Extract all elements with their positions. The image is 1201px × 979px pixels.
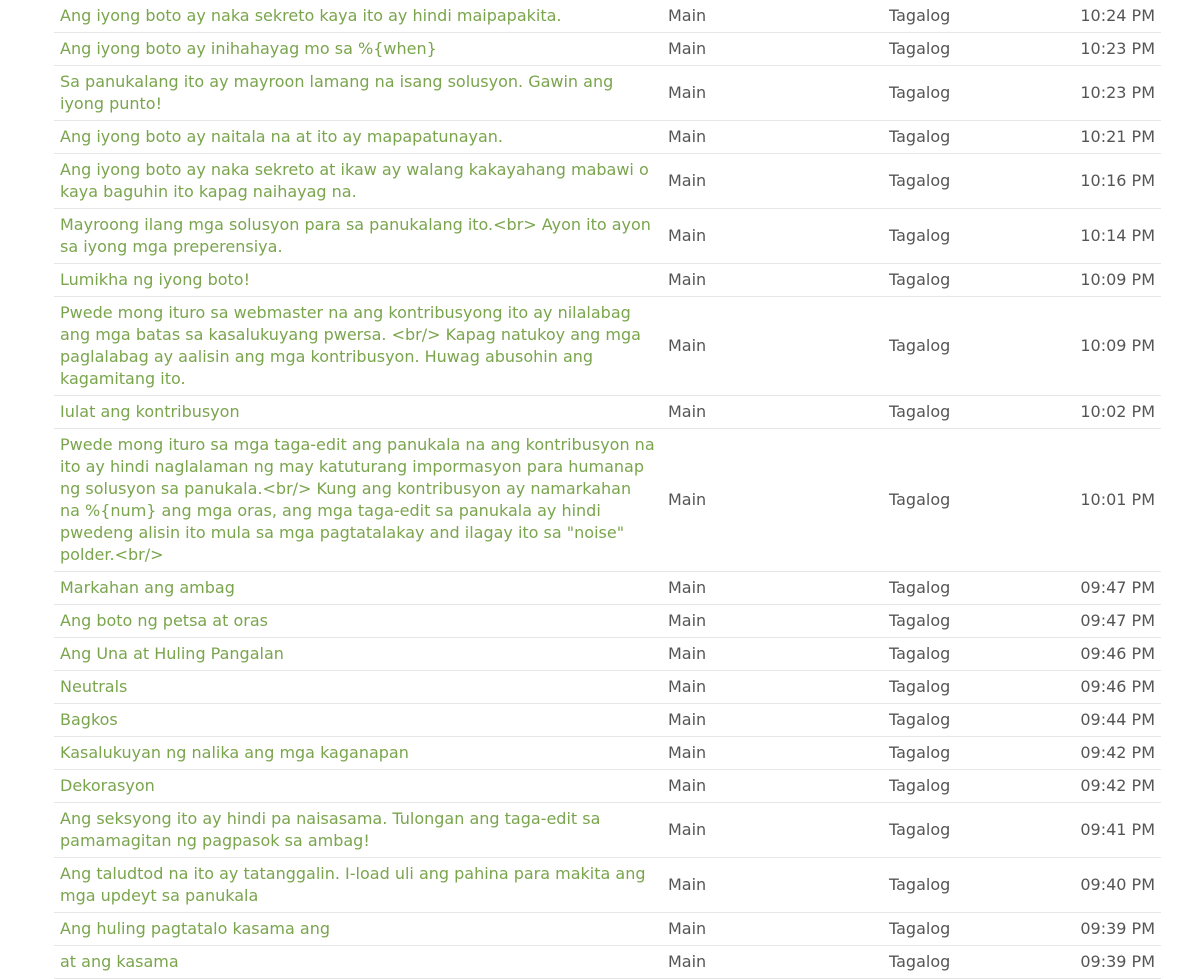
translation-link[interactable]: Ang Una at Huling Pangalan — [60, 644, 284, 663]
project-cell: Main — [662, 429, 883, 572]
language-cell: Tagalog — [883, 638, 1061, 671]
time-cell: 10:24 PM — [1061, 0, 1161, 33]
project-cell: Main — [662, 605, 883, 638]
time-cell: 10:23 PM — [1061, 66, 1161, 121]
translation-text-cell — [54, 209, 662, 264]
time-cell: 10:09 PM — [1061, 297, 1161, 396]
project-cell: Main — [662, 33, 883, 66]
translation-link[interactable]: Ang iyong boto ay inihahayag mo sa %{when} — [60, 39, 437, 58]
translation-text-cell — [54, 803, 662, 858]
language-cell: Tagalog — [883, 737, 1061, 770]
translation-text-cell — [54, 638, 662, 671]
table-row[interactable] — [54, 605, 1161, 638]
translation-link[interactable]: Lumikha ng iyong boto! — [60, 270, 250, 289]
project-cell: Main — [662, 396, 883, 429]
language-cell: Tagalog — [883, 671, 1061, 704]
translation-text-cell — [54, 429, 662, 572]
project-cell: Main — [662, 154, 883, 209]
time-cell: 10:21 PM — [1061, 121, 1161, 154]
time-cell: 10:02 PM — [1061, 396, 1161, 429]
language-cell: Tagalog — [883, 396, 1061, 429]
project-cell: Main — [662, 671, 883, 704]
translation-link[interactable]: Ang iyong boto ay naitala na at ito ay mapapatunayan. — [60, 127, 503, 146]
time-cell: 09:46 PM — [1061, 638, 1161, 671]
language-cell: Tagalog — [883, 209, 1061, 264]
time-cell: 10:23 PM — [1061, 33, 1161, 66]
time-cell: 09:39 PM — [1061, 946, 1161, 979]
translation-text-cell — [54, 121, 662, 154]
translation-text-cell — [54, 946, 662, 979]
language-cell: Tagalog — [883, 858, 1061, 913]
translation-link[interactable]: Ang boto ng petsa at oras — [60, 611, 268, 630]
time-cell: 09:39 PM — [1061, 913, 1161, 946]
translation-text-cell — [54, 297, 662, 396]
language-cell: Tagalog — [883, 297, 1061, 396]
time-cell: 09:47 PM — [1061, 572, 1161, 605]
translation-link[interactable]: Markahan ang ambag — [60, 578, 235, 597]
project-cell: Main — [662, 0, 883, 33]
translation-link[interactable]: Bagkos — [60, 710, 118, 729]
project-cell: Main — [662, 803, 883, 858]
table-row[interactable] — [54, 396, 1161, 429]
project-cell: Main — [662, 209, 883, 264]
translation-link[interactable]: Ang seksyong ito ay hindi pa naisasama. Tulongan ang taga-edit sa pamamagitan ng pagpasok sa ambag! — [60, 809, 601, 850]
table-row[interactable] — [54, 264, 1161, 297]
translation-text-cell — [54, 396, 662, 429]
translation-link[interactable]: Pwede mong ituro sa mga taga-edit ang panukala na ang kontribusyon na ito ay hindi naglalaman ng may katuturang impormasyon para humanap ng solusyon sa panukala.<br/> Kung ang kontribusyon ay namarkahan na %{num} ang mga oras, ang mga taga-edit sa panukala ay hindi pwedeng alisin ito mula sa mga pagtatalakay and ilagay ito sa "noise" polder.<br/> — [60, 435, 655, 564]
language-cell: Tagalog — [883, 605, 1061, 638]
table-row[interactable] — [54, 704, 1161, 737]
table-row[interactable] — [54, 297, 1161, 396]
table-row[interactable] — [54, 770, 1161, 803]
translations-table — [54, 0, 1161, 979]
translation-text-cell — [54, 671, 662, 704]
table-row[interactable] — [54, 638, 1161, 671]
time-cell: 10:14 PM — [1061, 209, 1161, 264]
translation-text-cell — [54, 33, 662, 66]
translation-link[interactable]: Iulat ang kontribusyon — [60, 402, 240, 421]
translation-link[interactable]: at ang kasama — [60, 952, 179, 971]
time-cell: 10:09 PM — [1061, 264, 1161, 297]
language-cell: Tagalog — [883, 572, 1061, 605]
project-cell: Main — [662, 737, 883, 770]
translation-link[interactable]: Sa panukalang ito ay mayroon lamang na isang solusyon. Gawin ang iyong punto! — [60, 72, 614, 113]
table-row[interactable] — [54, 671, 1161, 704]
table-row[interactable] — [54, 33, 1161, 66]
project-cell: Main — [662, 913, 883, 946]
translation-text-cell — [54, 858, 662, 913]
table-row[interactable] — [54, 858, 1161, 913]
language-cell: Tagalog — [883, 704, 1061, 737]
translation-link[interactable]: Ang iyong boto ay naka sekreto kaya ito ay hindi maipapakita. — [60, 6, 562, 25]
project-cell: Main — [662, 66, 883, 121]
time-cell: 09:41 PM — [1061, 803, 1161, 858]
project-cell: Main — [662, 770, 883, 803]
language-cell: Tagalog — [883, 770, 1061, 803]
table-row[interactable] — [54, 66, 1161, 121]
language-cell: Tagalog — [883, 913, 1061, 946]
project-cell: Main — [662, 858, 883, 913]
language-cell: Tagalog — [883, 33, 1061, 66]
language-cell: Tagalog — [883, 121, 1061, 154]
table-row[interactable] — [54, 0, 1161, 33]
table-row[interactable] — [54, 946, 1161, 979]
translation-link[interactable]: Pwede mong ituro sa webmaster na ang kontribusyong ito ay nilalabag ang mga batas sa kasalukuyang pwersa. <br/> Kapag natukoy ang mga paglalabag ay aalisin ang mga kontribusyon. Huwag abusohin ang kagamitang ito. — [60, 303, 641, 388]
table-row[interactable] — [54, 572, 1161, 605]
time-cell: 09:40 PM — [1061, 858, 1161, 913]
translation-text-cell — [54, 66, 662, 121]
translation-link[interactable]: Neutrals — [60, 677, 128, 696]
translation-link[interactable]: Kasalukuyan ng nalika ang mga kaganapan — [60, 743, 409, 762]
project-cell: Main — [662, 121, 883, 154]
table-row[interactable] — [54, 913, 1161, 946]
language-cell: Tagalog — [883, 154, 1061, 209]
language-cell: Tagalog — [883, 429, 1061, 572]
translation-text-cell — [54, 154, 662, 209]
translation-text-cell — [54, 770, 662, 803]
table-row[interactable] — [54, 154, 1161, 209]
translation-text-cell — [54, 572, 662, 605]
project-cell: Main — [662, 264, 883, 297]
table-row[interactable] — [54, 737, 1161, 770]
project-cell: Main — [662, 297, 883, 396]
language-cell: Tagalog — [883, 946, 1061, 979]
time-cell: 09:47 PM — [1061, 605, 1161, 638]
translation-text-cell — [54, 0, 662, 33]
time-cell: 10:01 PM — [1061, 429, 1161, 572]
translation-link[interactable]: Mayroong ilang mga solusyon para sa panukalang ito.<br> Ayon ito ayon sa iyong mga preperensiya. — [60, 215, 651, 256]
table-row[interactable] — [54, 209, 1161, 264]
translations-table-container — [54, 0, 1161, 979]
time-cell: 09:44 PM — [1061, 704, 1161, 737]
project-cell: Main — [662, 638, 883, 671]
translation-text-cell — [54, 605, 662, 638]
project-cell: Main — [662, 572, 883, 605]
table-row[interactable] — [54, 429, 1161, 572]
translation-text-cell — [54, 737, 662, 770]
translation-text-cell — [54, 913, 662, 946]
translation-link[interactable]: Ang huling pagtatalo kasama ang — [60, 919, 330, 938]
time-cell: 10:16 PM — [1061, 154, 1161, 209]
translations-table-body — [54, 0, 1161, 979]
language-cell: Tagalog — [883, 66, 1061, 121]
language-cell: Tagalog — [883, 264, 1061, 297]
time-cell: 09:42 PM — [1061, 770, 1161, 803]
translation-link[interactable]: Ang taludtod na ito ay tatanggalin. I-load uli ang pahina para makita ang mga updeyt sa panukala — [60, 864, 646, 905]
translation-text-cell — [54, 264, 662, 297]
language-cell: Tagalog — [883, 803, 1061, 858]
table-row[interactable] — [54, 803, 1161, 858]
translation-link[interactable]: Ang iyong boto ay naka sekreto at ikaw ay walang kakayahang mabawi o kaya baguhin ito kapag naihayag na. — [60, 160, 649, 201]
project-cell: Main — [662, 704, 883, 737]
project-cell: Main — [662, 946, 883, 979]
translation-link[interactable]: Dekorasyon — [60, 776, 155, 795]
translation-text-cell — [54, 704, 662, 737]
time-cell: 09:42 PM — [1061, 737, 1161, 770]
table-row[interactable] — [54, 121, 1161, 154]
language-cell: Tagalog — [883, 0, 1061, 33]
time-cell: 09:46 PM — [1061, 671, 1161, 704]
